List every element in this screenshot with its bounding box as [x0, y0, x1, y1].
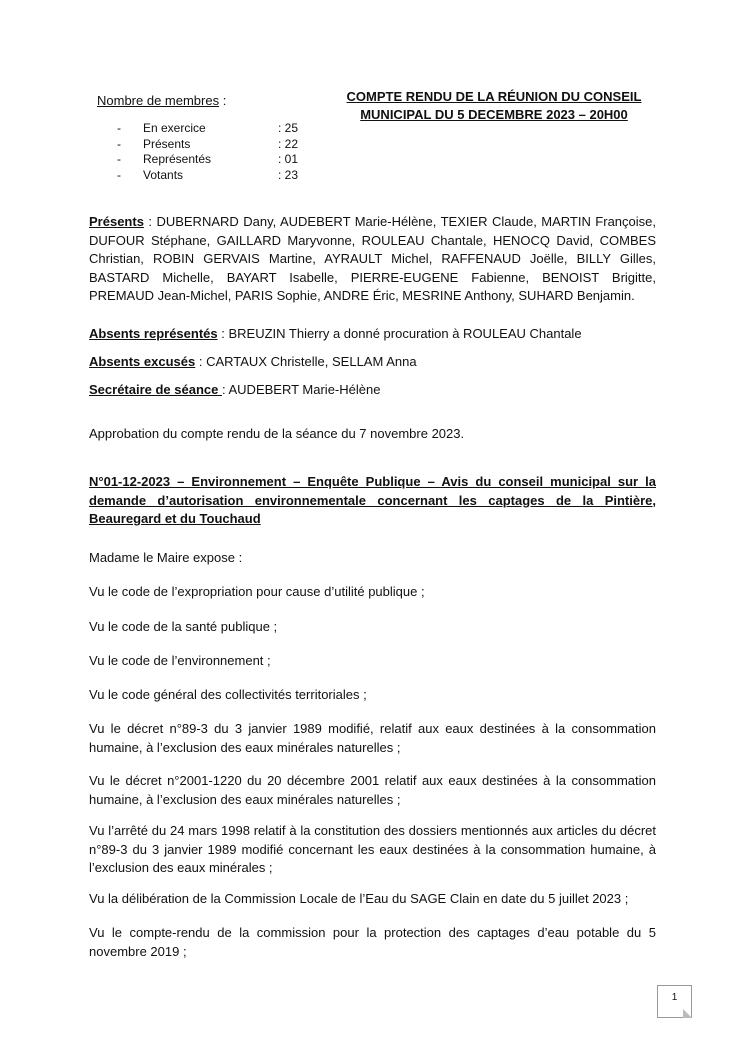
members-label: Nombre de membres [97, 93, 220, 108]
members-list [117, 121, 298, 183]
member-value: : 22 [278, 136, 299, 151]
member-row [117, 137, 298, 153]
considerant-item: Vu l’arrêté du 24 mars 1998 relatif à la constitution des dossiers mentionnés aux articles du décret n°89-3 du 3 janvier 1989 modifié concernant les eaux destinées à la consommation humaine, à l’exclusion des eaux minérales ; [89, 823, 656, 875]
member-label: Présents [143, 136, 191, 151]
presents-paragraph [89, 213, 656, 306]
deliberation-title: N°01-12-2023 – Environnement – Enquête Publique – Avis du conseil municipal sur la demande d’autorisation environnementale concernant les captages de la Pintière, Beauregard et du Touchaud [89, 474, 656, 526]
page-number: 1 [671, 992, 678, 1003]
member-value: : 23 [278, 167, 299, 182]
member-label: Votants [143, 167, 184, 182]
page-number-box [657, 985, 692, 1018]
title-line-1: COMPTE RENDU DE LA RÉUNION DU CONSEIL [346, 89, 642, 104]
list-dash: - [117, 152, 121, 166]
member-value: : 25 [278, 121, 299, 135]
excused-text: : CARTAUX Christelle, SELLAM Anna [195, 354, 417, 369]
member-label: En exercice [143, 121, 206, 135]
represented-text: : BREUZIN Thierry a donné procuration à ROULEAU Chantale [217, 326, 582, 341]
approval-text: Approbation du compte rendu de la séance du 7 novembre 2023. [89, 426, 465, 441]
intro-text: Madame le Maire expose : [89, 550, 243, 565]
secretary-paragraph [89, 381, 656, 400]
title-line-2: MUNICIPAL DU 5 DECEMBRE 2023 – 20H00 [360, 107, 628, 122]
considerant-item: Vu la délibération de la Commission Locale de l’Eau du SAGE Clain en date du 5 juillet 2023 ; [89, 891, 629, 906]
represented-label: Absents représentés [89, 326, 218, 341]
list-dash: - [117, 136, 121, 151]
secretary-text: : AUDEBERT Marie-Hélène [221, 382, 381, 397]
represented-paragraph [89, 325, 656, 344]
considerant-item: Vu le code de la santé publique ; [89, 619, 278, 634]
considerant-item: Vu le code de l’environnement ; [89, 653, 271, 668]
considerant-item: Vu le code de l’expropriation pour cause d’utilité publique ; [89, 584, 425, 599]
page-fold-icon [683, 1009, 692, 1018]
excused-paragraph [89, 353, 656, 372]
considerant-item: Vu le décret n°2001-1220 du 20 décembre 2001 relatif aux eaux destinées à la consommation humaine, à l’exclusion des eaux minérales naturelles ; [89, 773, 656, 807]
list-dash: - [117, 167, 121, 182]
presents-text: : DUBERNARD Dany, AUDEBERT Marie-Hélène, TEXIER Claude, MARTIN Françoise, DUFOUR Stéphane, GAILLARD Maryvonne, ROULEAU Chantale, HENOCQ David, COMBES Christian, ROBIN GERVAIS Martine, AYRAULT Michel, RAFFENAUD Joëlle, BILLY Gilles, BASTARD Michelle, BAYART Isabelle, PIERRE-EUGENE Fabienne, BENOIST Brigitte, PREMAUD Jean-Michel, PARIS Sophie, ANDRE Éric, MESRINE Anthony, SUHARD Benjamin. [89, 214, 656, 303]
list-dash: - [117, 121, 121, 135]
considerant-item: Vu le décret n°89-3 du 3 janvier 1989 modifié, relatif aux eaux destinées à la consommation humaine, à l’exclusion des eaux minérales naturelles ; [89, 721, 656, 755]
considerant-item: Vu le code général des collectivités territoriales ; [89, 687, 367, 702]
document-title [330, 88, 658, 124]
member-label: Représentés [143, 152, 212, 166]
member-value: : 01 [278, 152, 299, 166]
member-row [117, 121, 298, 137]
considerant-item: Vu le compte-rendu de la commission pour la protection des captages d’eau potable du 5 novembre 2019 ; [89, 925, 656, 959]
member-row [117, 152, 298, 168]
presents-label: Présents [89, 214, 144, 229]
excused-label: Absents excusés [89, 354, 196, 369]
member-row [117, 168, 298, 184]
members-heading [97, 93, 226, 108]
members-colon: : [219, 93, 227, 108]
secretary-label: Secrétaire de séance [89, 382, 222, 397]
